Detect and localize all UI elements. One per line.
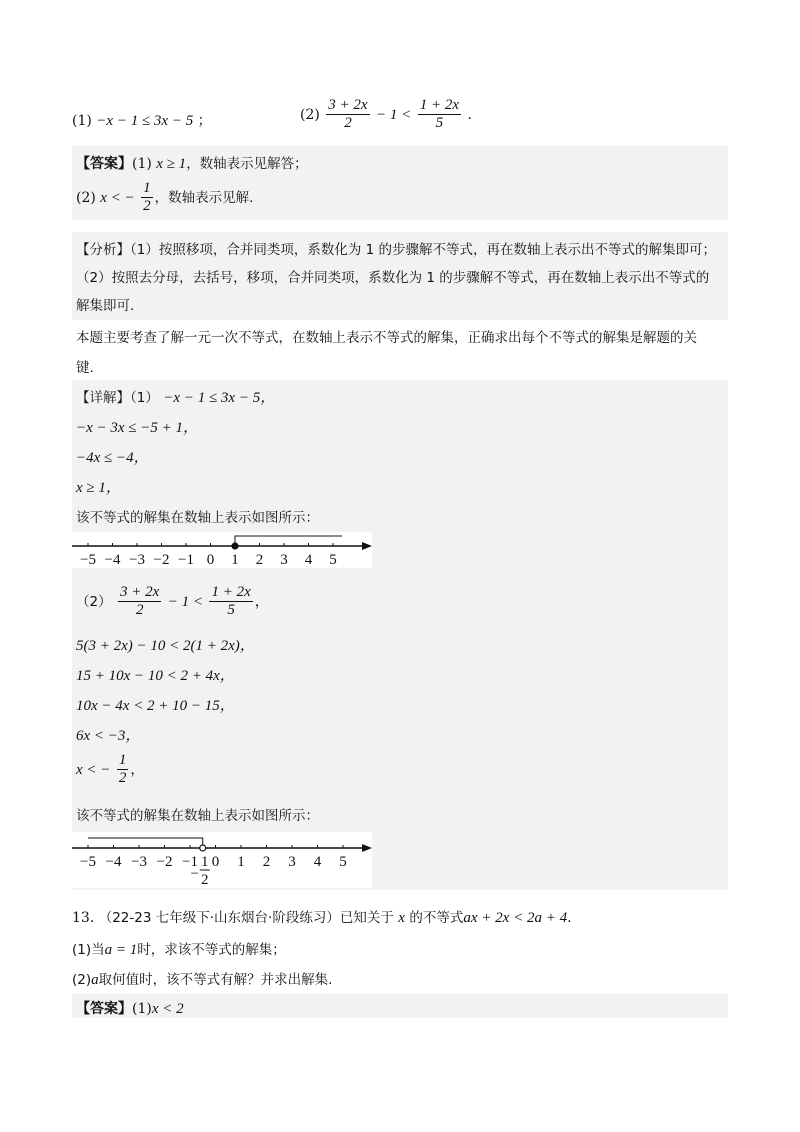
problem13-stem-a: 已知关于 bbox=[339, 910, 394, 926]
tick-label: −1 bbox=[178, 552, 194, 568]
answer13-a1-label: (1) bbox=[132, 1001, 152, 1017]
tick-label: −3 bbox=[129, 552, 145, 568]
detail-s1: −x − 1 ≤ 3x − 5， bbox=[163, 390, 276, 406]
detail-t3: 10x − 4x < 2 + 10 − 15， bbox=[76, 698, 235, 714]
tick-label: −3 bbox=[131, 854, 147, 870]
analysis-line3: 解集即可. bbox=[76, 298, 135, 314]
answer13-a1-expr: x < 2 bbox=[151, 1001, 184, 1017]
a2-text: ，数轴表示见解. bbox=[154, 189, 254, 206]
problem13-stem bbox=[72, 906, 572, 927]
tick-label: −5 bbox=[80, 854, 96, 870]
detail-p2-fraction-left bbox=[118, 584, 161, 620]
solution-bracket bbox=[88, 838, 203, 848]
detail-t1: 5(3 + 2x) − 10 < 2(1 + 2x)， bbox=[76, 638, 255, 654]
number-line-1-svg bbox=[72, 532, 372, 568]
tick-label: 4 bbox=[304, 552, 313, 568]
number-line-2-svg bbox=[72, 832, 372, 888]
answer12-line1 bbox=[76, 152, 308, 173]
axis-arrow-icon bbox=[362, 844, 372, 852]
tick-label: −2 bbox=[156, 854, 173, 870]
detail-t5-num: 1 bbox=[117, 752, 129, 770]
tick-label: 3 bbox=[280, 552, 288, 568]
problem13-expr: ax + 2x < 2a + 4 bbox=[463, 910, 568, 926]
q2-text: 取何值时，该不等式有解？并求出解集. bbox=[98, 972, 333, 988]
q1-label: (1)当 bbox=[72, 942, 105, 958]
answer13-tag: 【答案】 bbox=[76, 1001, 132, 1017]
p1-end: ； bbox=[197, 113, 212, 129]
p2-den-left: 2 bbox=[344, 115, 352, 132]
tick-label: 1 bbox=[237, 854, 245, 870]
a2-fraction bbox=[141, 180, 153, 216]
a2-expression: x < − bbox=[100, 189, 135, 206]
problem13-number: 13. bbox=[72, 910, 95, 926]
a1-label: (1) bbox=[132, 156, 152, 172]
boundary-num: 1 bbox=[201, 854, 209, 870]
a1-expression: x ≥ 1 bbox=[156, 156, 187, 172]
q2-label: (2) bbox=[72, 972, 92, 988]
a1-text: ，数轴表示见解答； bbox=[186, 156, 308, 172]
detail-p2-fraction-right bbox=[209, 584, 252, 620]
tick-label: −1 bbox=[182, 854, 198, 870]
axis-arrow-icon bbox=[362, 542, 372, 550]
problem13-q2 bbox=[72, 968, 332, 989]
detail-t5 bbox=[76, 752, 144, 788]
p2-fraction-right bbox=[418, 97, 461, 133]
p1-label: (1) bbox=[72, 113, 92, 129]
solution-bracket bbox=[235, 536, 342, 546]
detail-p2-den-left: 2 bbox=[135, 602, 144, 619]
detail-p2-end: ， bbox=[254, 593, 269, 610]
tick-label: −4 bbox=[105, 854, 122, 870]
detail-p2-mid: − 1 < bbox=[167, 593, 204, 610]
tick-label: 5 bbox=[339, 854, 347, 870]
q2-expr: a bbox=[91, 972, 99, 988]
boundary-den: 2 bbox=[201, 872, 209, 888]
p2-num-right: 1 + 2x bbox=[418, 97, 461, 115]
analysis-line2: （2）按照去分母，去括号，移项，合并同类项，系数化为 1 的步骤解不等式，再在数轴上表示出不等式的 bbox=[76, 270, 710, 286]
detail-t5-den: 2 bbox=[118, 770, 127, 787]
detail-s3: −4x ≤ −4， bbox=[76, 450, 149, 466]
tick-label: 2 bbox=[262, 854, 271, 870]
tick-label: 2 bbox=[255, 552, 264, 568]
tick-label: 1 bbox=[231, 552, 239, 568]
problem13-end: . bbox=[567, 910, 572, 926]
detail-t2: 15 + 10x − 10 < 2 + 4x， bbox=[76, 668, 235, 684]
number-line-1 bbox=[72, 532, 372, 568]
problem12-part1 bbox=[72, 110, 212, 130]
detail-t5-fraction bbox=[117, 752, 129, 788]
detail-s4: x ≥ 1， bbox=[76, 480, 121, 496]
problem12-part2 bbox=[300, 97, 472, 133]
tick-label: −2 bbox=[153, 552, 170, 568]
q1-expr: a = 1 bbox=[104, 942, 138, 958]
detail-p2-den-right: 5 bbox=[227, 602, 235, 619]
open-endpoint bbox=[200, 845, 206, 851]
p2-mid: − 1 < bbox=[376, 106, 412, 123]
tick-label: 3 bbox=[288, 854, 296, 870]
answer12-line2 bbox=[76, 180, 253, 216]
problem13-q1 bbox=[72, 938, 286, 959]
detail-t4: 6x < −3， bbox=[76, 728, 141, 744]
problem13-source: （22-23 七年级下·山东烟台·阶段练习） bbox=[98, 910, 340, 926]
detail-p2 bbox=[76, 584, 269, 620]
answer-tag: 【答案】 bbox=[76, 156, 132, 172]
tick-label: 0 bbox=[211, 854, 220, 870]
a2-den: 2 bbox=[143, 198, 151, 215]
analysis-line5: 键. bbox=[76, 360, 94, 376]
answer13-line1 bbox=[76, 998, 184, 1018]
tick-label: 5 bbox=[329, 552, 337, 568]
detail-t5-expr: x < − bbox=[76, 761, 111, 778]
p2-label: (2) bbox=[300, 106, 320, 123]
p2-end: . bbox=[467, 106, 472, 123]
problem13-stem-b: 的不等式 bbox=[409, 910, 464, 926]
detail-p2-num-right: 1 + 2x bbox=[209, 584, 252, 602]
detail-p2-tag: （2） bbox=[76, 593, 112, 610]
p2-num-left: 3 + 2x bbox=[326, 97, 369, 115]
tick-label: −5 bbox=[80, 552, 96, 568]
detail-caption1: 该不等式的解集在数轴上表示如图所示： bbox=[76, 510, 319, 526]
analysis-line1: 【分析】（1）按照移项，合并同类项，系数化为 1 的步骤解不等式，再在数轴上表示出不等式的解集即可； bbox=[76, 242, 717, 258]
closed-endpoint bbox=[232, 543, 238, 549]
tick-label: 0 bbox=[206, 552, 215, 568]
q1-text: 时，求该不等式的解集； bbox=[137, 942, 286, 958]
detail-line1 bbox=[76, 386, 275, 407]
boundary-sign: − bbox=[190, 866, 199, 882]
detail-caption2: 该不等式的解集在数轴上表示如图所示： bbox=[76, 808, 319, 824]
p2-fraction-left bbox=[326, 97, 369, 133]
detail-tag: 【详解】（1） bbox=[76, 390, 159, 406]
tick-label: 4 bbox=[313, 854, 322, 870]
tick-label: −4 bbox=[104, 552, 121, 568]
p2-den-right: 5 bbox=[435, 115, 444, 132]
detail-s2: −x − 3x ≤ −5 + 1， bbox=[76, 420, 199, 436]
p1-expression: −x − 1 ≤ 3x − 5 bbox=[96, 113, 194, 129]
number-line-2 bbox=[72, 832, 372, 888]
a2-label: (2) bbox=[76, 189, 96, 206]
a2-num: 1 bbox=[141, 180, 153, 198]
problem13-x: x bbox=[398, 910, 405, 926]
detail-p2-num-left: 3 + 2x bbox=[118, 584, 161, 602]
detail-t5-end: ， bbox=[130, 761, 145, 778]
analysis-line4: 本题主要考查了解一元一次不等式，在数轴上表示不等式的解集，正确求出每个不等式的解集是解题的关 bbox=[76, 330, 697, 346]
